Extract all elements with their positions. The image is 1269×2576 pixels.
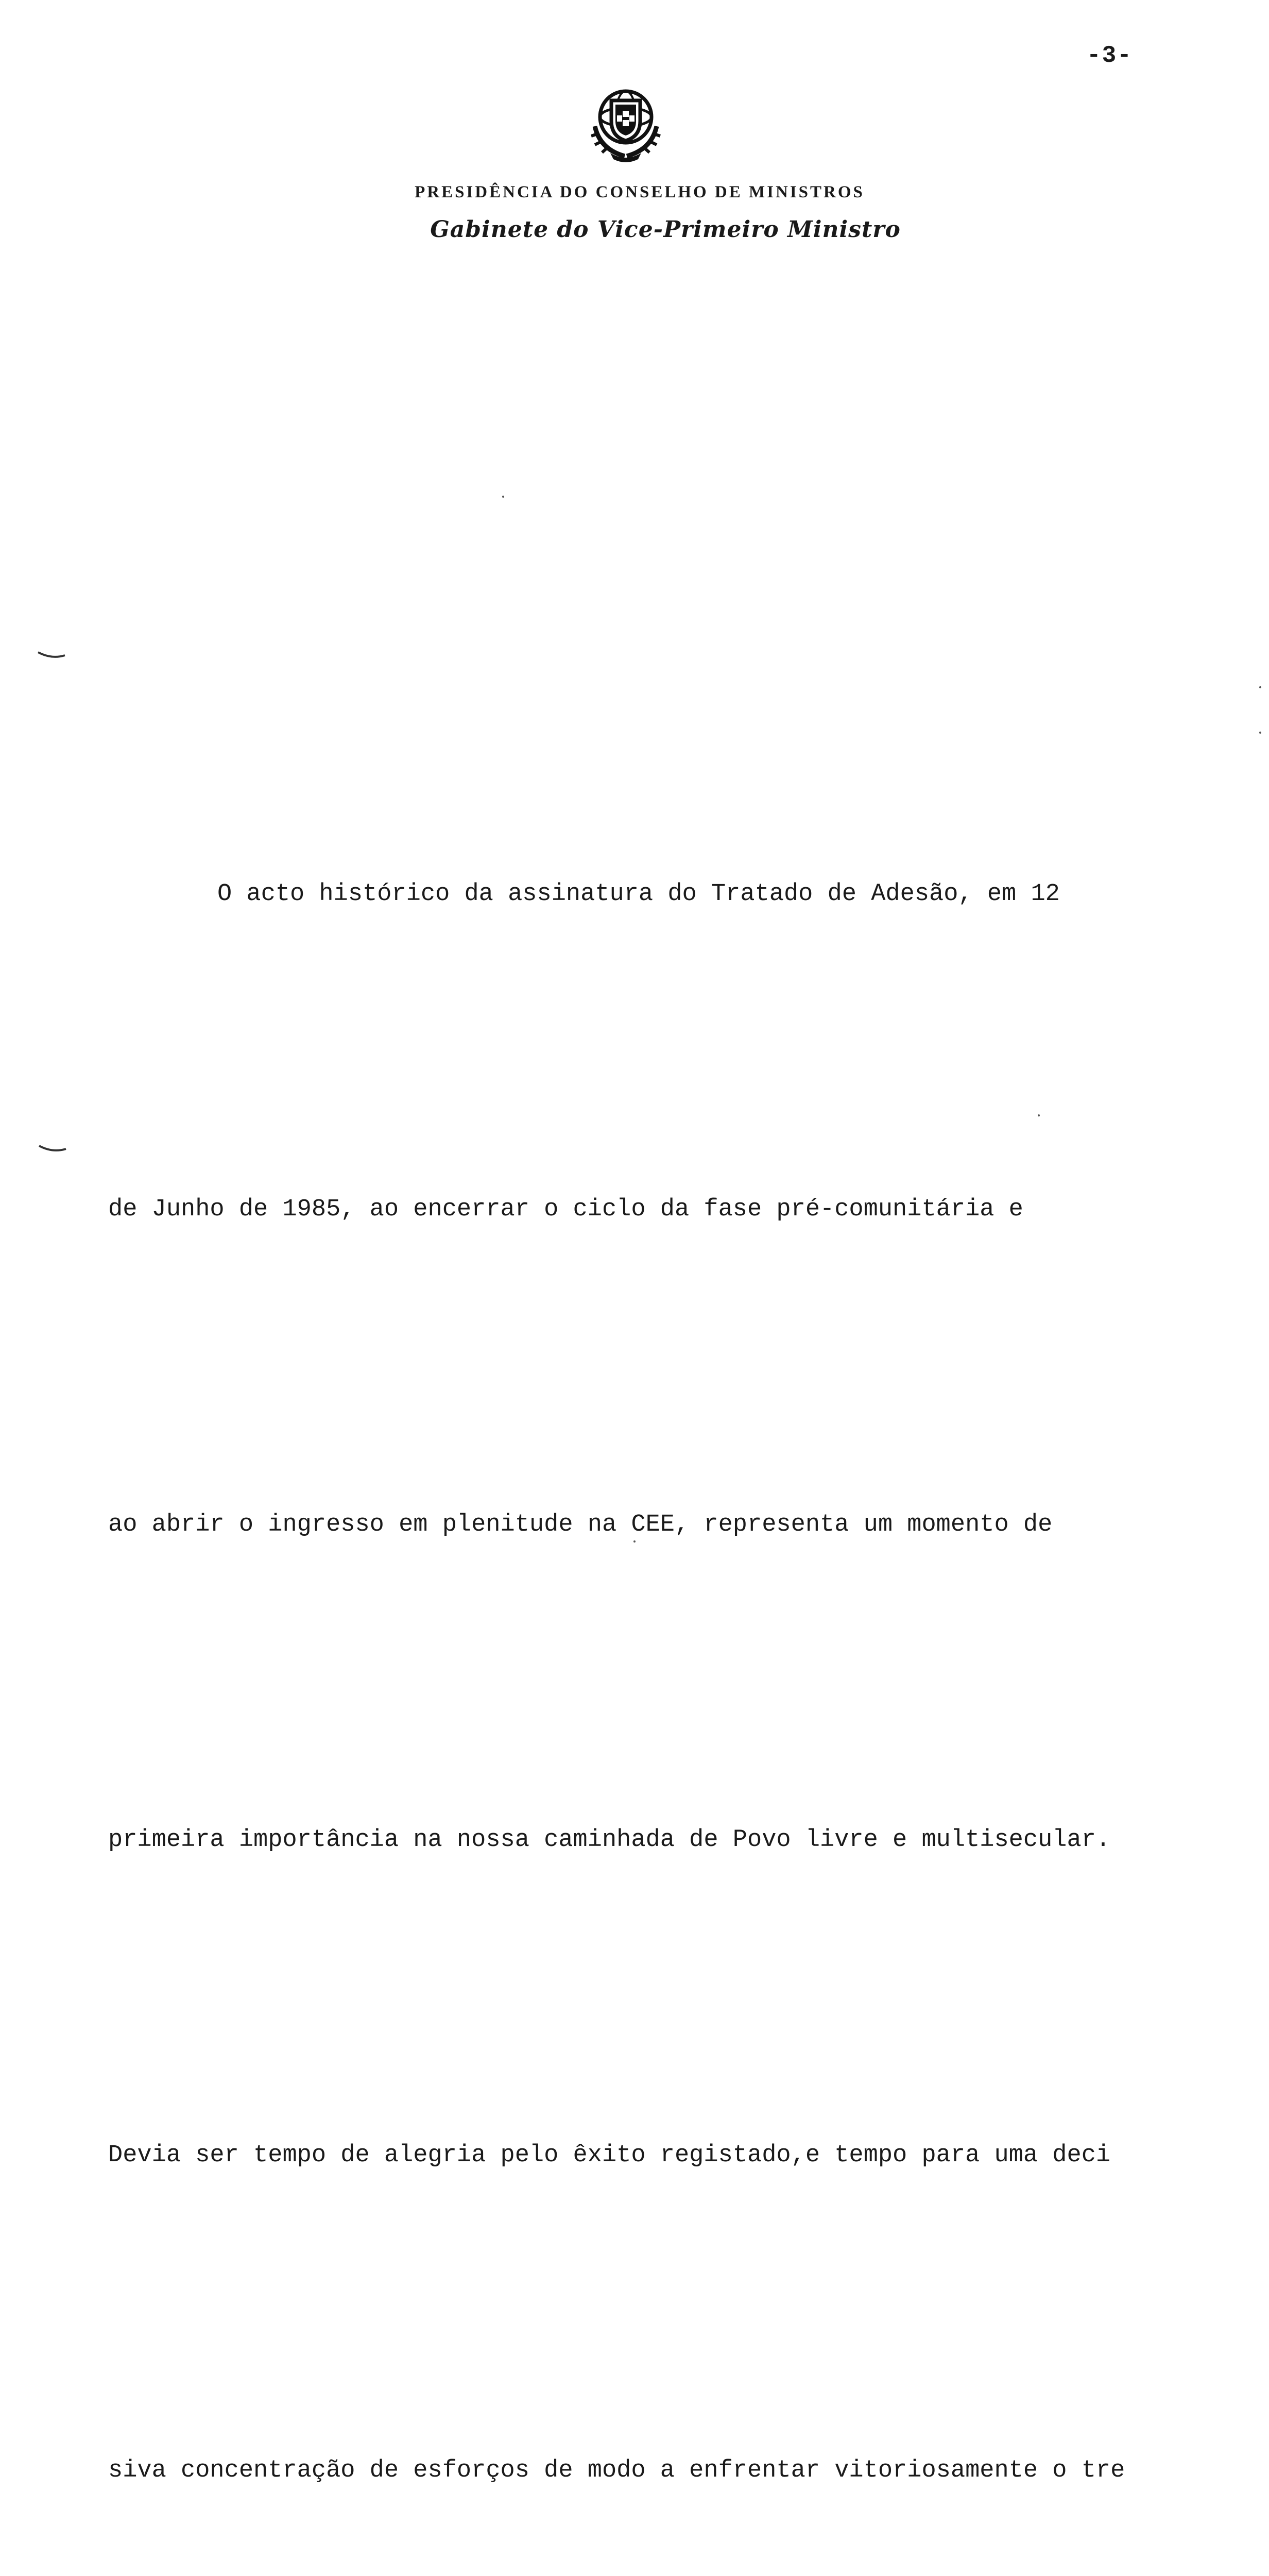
text-line: Devia ser tempo de alegria pelo êxito registado,e tempo para uma deci bbox=[108, 2142, 1111, 2169]
scan-speck bbox=[1259, 686, 1261, 688]
paragraph-1 bbox=[108, 632, 1262, 2576]
coat-of-arms-icon bbox=[585, 85, 667, 162]
scan-speck bbox=[1038, 1114, 1040, 1116]
text-line: primeira importância na nossa caminhada de Povo livre e multisecular. bbox=[108, 1826, 1111, 1854]
text-line: de Junho de 1985, ao encerrar o ciclo da fase pré-comunitária e bbox=[108, 1196, 1023, 1223]
scan-speck bbox=[1259, 732, 1261, 734]
scan-mark-icon bbox=[37, 1144, 68, 1154]
scan-speck bbox=[502, 496, 504, 498]
document-body bbox=[108, 421, 1262, 2576]
text-line: ao abrir o ingresso em plenitude na CEE, representa um momento de bbox=[108, 1511, 1053, 1538]
scan-speck bbox=[633, 1540, 636, 1543]
scan-mark-icon bbox=[36, 650, 67, 660]
cabinet-name: Gabinete do Vice-Primeiro Ministro bbox=[430, 216, 901, 243]
text-line: siva concentração de esforços de modo a enfrentar vitoriosamente o tre bbox=[108, 2457, 1125, 2484]
page-number: -3- bbox=[1087, 42, 1133, 69]
text-line: O acto histórico da assinatura do Tratado de Adesão, em 12 bbox=[217, 880, 1060, 908]
institution-name: PRESIDÊNCIA DO CONSELHO DE MINISTROS bbox=[415, 183, 865, 201]
